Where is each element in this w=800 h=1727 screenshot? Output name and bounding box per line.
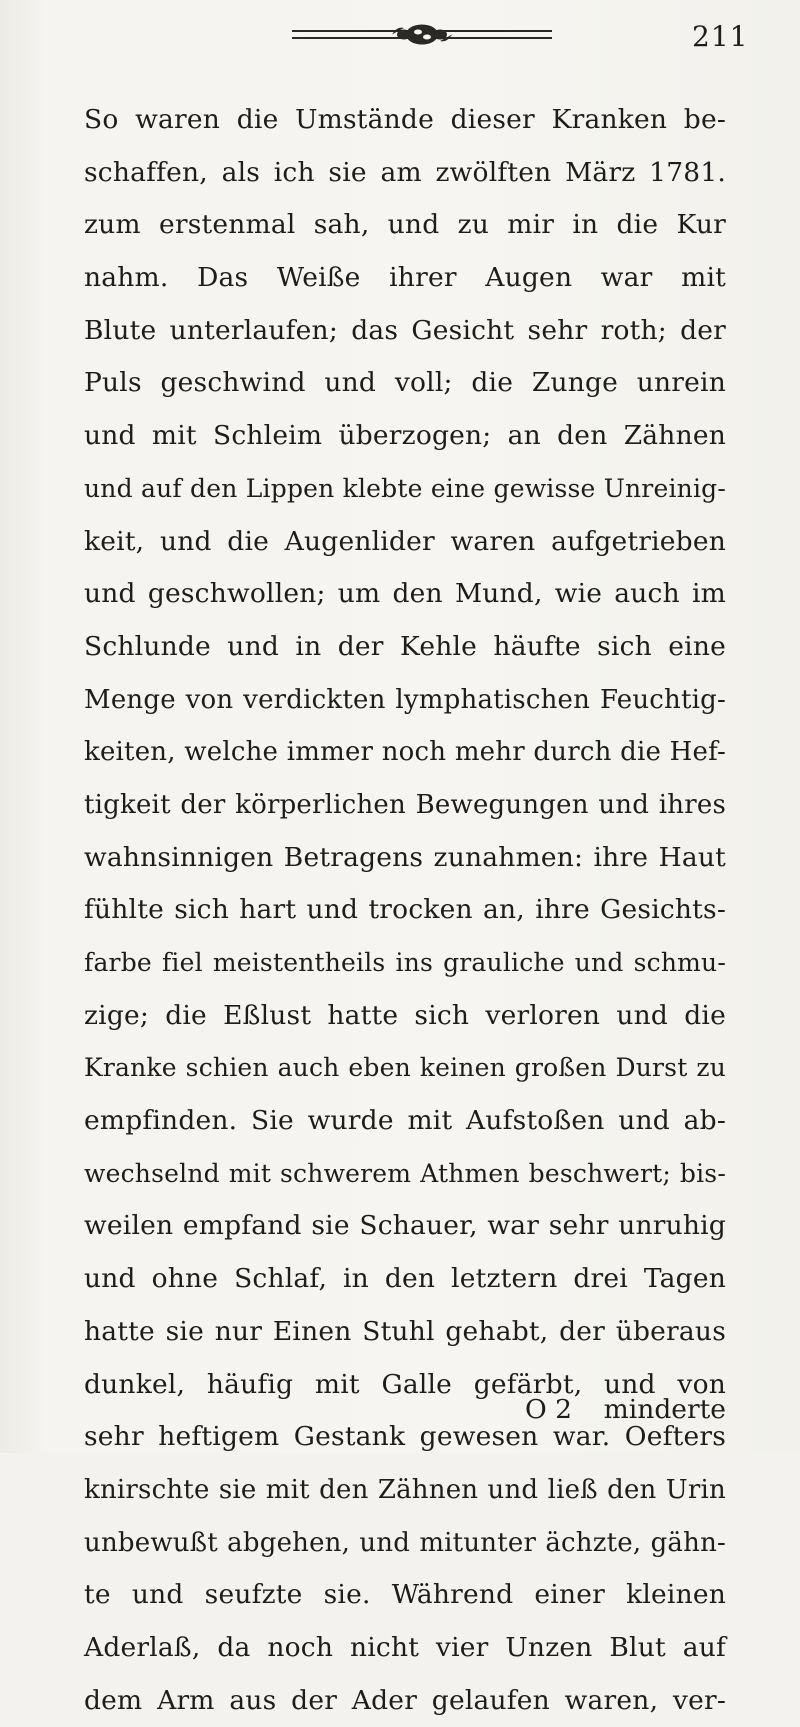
- text-line: zum erstenmal sah, und zu mir in die Kur: [84, 209, 726, 241]
- text-line: zige; die Eßlust hatte sich verloren und die: [84, 999, 726, 1031]
- body-text: [84, 94, 726, 1727]
- text-line: und auf den Lippen klebte eine gewisse Unreinig-: [84, 473, 726, 503]
- text-line: schaffen, als ich sie am zwölften März 1781.: [84, 156, 726, 188]
- text-line: Menge von verdickten lymphatischen Feuchtig-: [84, 684, 726, 715]
- text-line: Kranke schien auch eben keinen großen Durst zu: [84, 1053, 726, 1083]
- text-line: farbe fiel meistentheils ins grauliche und schmu-: [84, 948, 726, 977]
- text-line: sehr heftigem Gestank gewesen war. Oefters: [84, 1421, 726, 1453]
- text-line: te und seufzte sie. Während einer kleinen: [84, 1579, 726, 1611]
- text-line: wahnsinnigen Betragens zunahmen: ihre Haut: [84, 841, 726, 873]
- text-line: Blute unterlaufen; das Gesicht sehr roth; der: [84, 314, 726, 346]
- text-line: weilen empfand sie Schauer, war sehr unruhig: [84, 1210, 726, 1242]
- text-line: So waren die Umstände dieser Kranken be-: [84, 104, 726, 135]
- page-number: 211: [692, 20, 749, 53]
- text-line: Schlunde und in der Kehle häufte sich eine: [84, 630, 726, 662]
- text-line: tigkeit der körperlichen Bewegungen und ihres: [84, 789, 726, 820]
- signature-mark: O 2: [525, 1394, 573, 1425]
- text-line: keiten, welche immer noch mehr durch die Hef-: [84, 737, 726, 768]
- catchword: minderte: [603, 1394, 726, 1425]
- text-line: unbewußt abgehen, und mitunter ächzte, gähn-: [84, 1527, 726, 1558]
- text-line: dem Arm aus der Ader gelaufen waren, ver-: [84, 1684, 726, 1716]
- text-line: Puls geschwind und voll; die Zunge unrein: [84, 367, 726, 399]
- text-line: wechselnd mit schwerem Athmen beschwert; bis-: [84, 1158, 726, 1188]
- decorative-rule-ornament: [292, 22, 552, 48]
- text-line: hatte sie nur Einen Stuhl gehabt, der überaus: [84, 1315, 726, 1347]
- text-line: und geschwollen; um den Mund, wie auch im: [84, 578, 726, 610]
- text-line: Aderlaß, da noch nicht vier Unzen Blut auf: [84, 1631, 726, 1663]
- text-line: empfinden. Sie wurde mit Aufstoßen und ab-: [84, 1105, 726, 1137]
- text-line: keit, und die Augenlider waren aufgetrieben: [84, 525, 726, 557]
- text-line: fühlte sich hart und trocken an, ihre Gesichts-: [84, 894, 726, 926]
- text-line: knirschte sie mit den Zähnen und ließ den Urin: [84, 1474, 726, 1505]
- text-line: dunkel, häufig mit Galle gefärbt, und von: [84, 1368, 726, 1400]
- text-line: und mit Schleim überzogen; an den Zähnen: [84, 420, 726, 452]
- footer-line: [84, 1384, 726, 1436]
- text-line: nahm. Das Weiße ihrer Augen war mit: [84, 262, 726, 294]
- text-line: und ohne Schlaf, in den letztern drei Tagen: [84, 1263, 726, 1295]
